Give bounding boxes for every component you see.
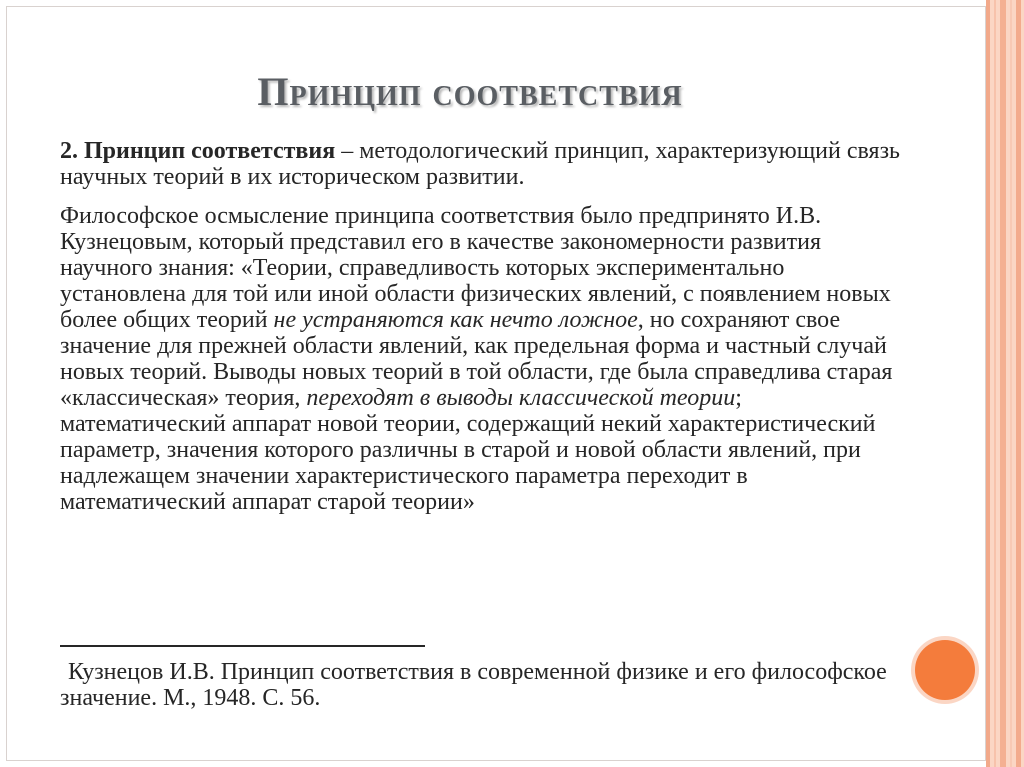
slide-title: Принцип соответствия	[257, 69, 683, 114]
quote-text-part: , но сохраняют свое значение для прежней области явлений, как предельная форма и частный случай новых теорий. Выводы новых теорий в той области, где была справедлива старая «классическая» теория,	[60, 307, 893, 411]
stripe	[986, 0, 990, 767]
quote-text-part: ; математический аппарат новой теории, содержащий некий характеристический параметр, значения которого различны в старой и новой области явлений, при надлежащем значении характеристического параметра переходит в математический аппарат старой теории»	[60, 385, 876, 515]
footnote: Кузнецов И.В. Принцип соответствия в современной физике и его философское значение. М., 1948. С. 56.	[60, 659, 887, 711]
quote-paragraph	[60, 203, 910, 515]
defined-term: Принцип соответствия	[84, 138, 336, 164]
stripe	[1010, 0, 1012, 767]
slide-body	[60, 138, 910, 515]
paragraph-number: 2.	[60, 138, 84, 164]
stripe	[994, 0, 996, 767]
stripe	[1016, 0, 1021, 767]
definition-text: – методологический принцип, характеризующий связь научных теорий в их историческом развитии.	[60, 138, 900, 190]
definition-paragraph	[60, 138, 910, 190]
emphasis-text: не устраняются как нечто ложное	[273, 307, 638, 333]
decorative-circle	[915, 640, 975, 700]
quote-text-part: Философское осмысление принципа соответствия было предпринято И.В. Кузнецовым, который представил его в качестве закономерности развития научного знания: «Теории, справедливость которых экспериментально установлена для той или иной области физических явлений, с появлением новых более общих теорий	[60, 203, 891, 333]
stripe	[1000, 0, 1006, 767]
footnote-separator	[60, 645, 425, 647]
emphasis-text: переходят в выводы классической теории	[306, 385, 736, 411]
